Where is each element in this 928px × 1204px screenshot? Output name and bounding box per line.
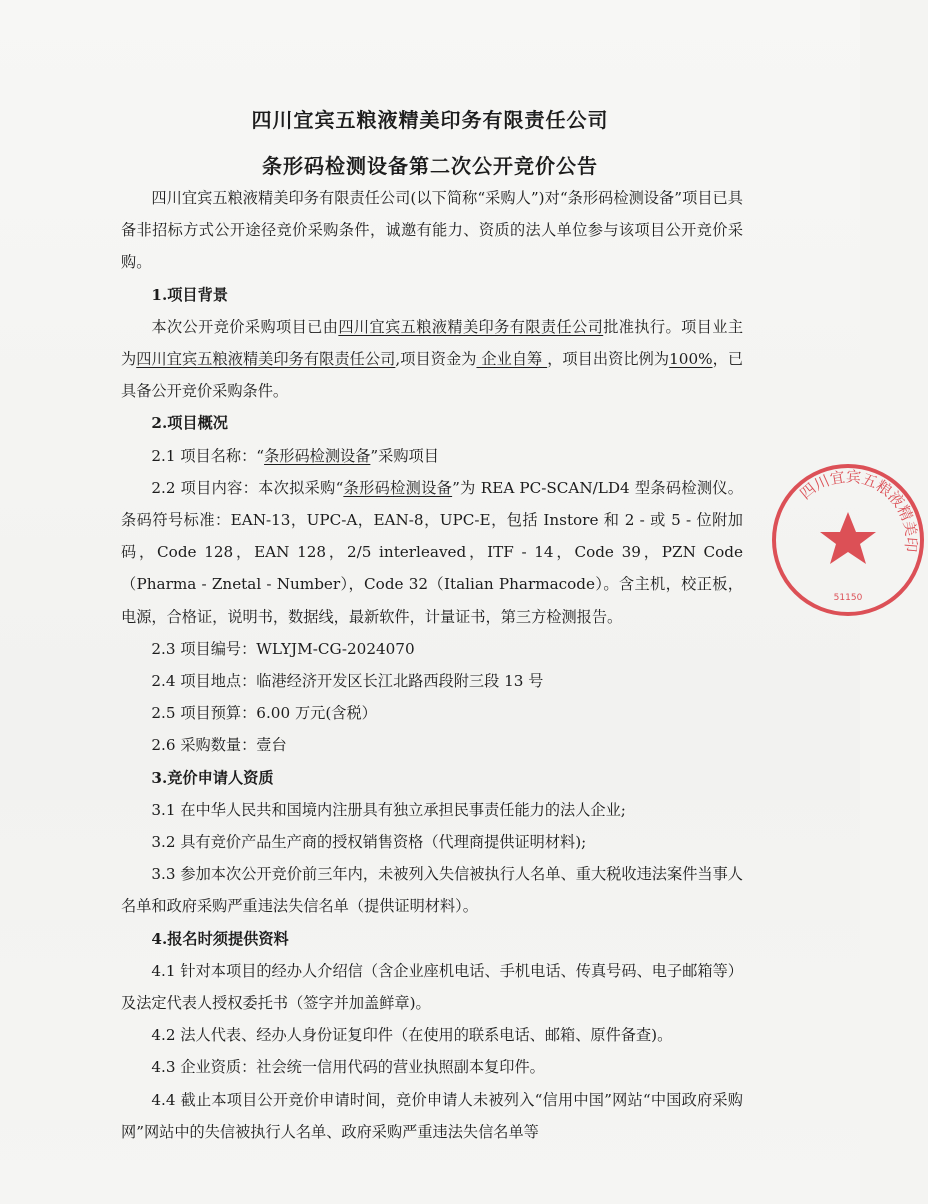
- background-text-e: ，已具备公开竞价采购条件。: [121, 350, 744, 401]
- approver-name: 四川宜宾五粮液精美印务有限责任公司: [338, 317, 604, 336]
- section-heading-qualification: 3.竞价申请人资质: [151, 768, 274, 787]
- project-number-line: 2.3 项目编号：WLYJM-CG-2024070: [151, 639, 415, 658]
- materials-item-2: 4.2 法人代表、经办人身份证复印件（在使用的联系电话、邮箱、原件备查)。: [151, 1026, 673, 1045]
- project-location-line: 2.4 项目地点：临港经济开发区长江北路西段附三段 13 号: [151, 672, 544, 691]
- document-title-announcement: 条形码检测设备第二次公开竞价公告: [262, 154, 598, 178]
- background-text-b: 批准执行。项目业主为: [121, 317, 744, 369]
- background-text-a: 本次公开竞价采购项目已由: [151, 317, 339, 336]
- project-content-prefix: 2.2 项目内容：本次拟采购“: [151, 478, 344, 497]
- qualification-item-1: 3.1 在中华人民共和国境内注册具有独立承担民事责任能力的法人企业;: [151, 800, 626, 819]
- materials-item-1: 4.1 针对本项目的经办人介绍信（含企业座机电话、手机电话、传真号码、电子邮箱等）及法定代表人授权委托书（签字并加盖鲜章)。: [121, 961, 743, 1013]
- project-name: 条形码检测设备: [264, 446, 371, 465]
- funding-ratio: 100%: [669, 350, 713, 369]
- owner-name: 四川宜宾五粮液精美印务有限责任公司: [136, 350, 396, 369]
- document-title-company: 四川宜宾五粮液精美印务有限责任公司: [251, 108, 609, 132]
- project-quantity-line: 2.6 采购数量：壹台: [151, 736, 287, 755]
- section-heading-overview: 2.项目概况: [151, 414, 228, 433]
- qualification-item-3: 3.3 参加本次公开竞价前三年内，未被列入失信被执行人名单、重大税收违法案件当事人名单和政府采购严重违法失信名单（提供证明材料）。: [121, 865, 743, 916]
- project-name-prefix: 2.1 项目名称：“: [151, 446, 265, 465]
- seal-code: 51150: [833, 593, 863, 603]
- project-content-detail: ”为 REA PC-SCAN/LD4 型条码检测仪。条码符号标准：EAN-13，UPC-A，EAN-8，UPC-E，包括 Instore 和 2 - 或 5 - 位附加码，Code 128，EAN 128，2/5 interleaved，ITF - 14，Code 39，PZN Code（Pharma - Znetal - Number），Code 32（Italian Pharmacode）。含主机，校正板，电源，合格证，说明书，数据线，最新软件，计量证书，第三方检测报告。: [121, 478, 743, 626]
- background-text-d: ，项目出资比例为: [547, 350, 670, 369]
- project-budget-line: 2.5 项目预算：6.00 万元(含税）: [151, 704, 377, 723]
- intro-paragraph: 四川宜宾五粮液精美印务有限责任公司(以下简称“采购人”)对“条形码检测设备”项目已具备非招标方式公开途径竞价采购条件，诚邀有能力、资质的法人单位参与该项目公开竞价采购。: [121, 189, 743, 272]
- materials-item-3: 4.3 企业资质：社会统一信用代码的营业执照副本复印件。: [151, 1058, 545, 1077]
- section-heading-background: 1.项目背景: [151, 285, 228, 304]
- qualification-item-2: 3.2 具有竞价产品生产商的授权销售资格（代理商提供证明材料);: [151, 833, 587, 852]
- background-paragraph: [121, 311, 743, 408]
- project-name-line: [121, 440, 743, 472]
- seal-star-icon: [820, 512, 876, 564]
- materials-item-4: 4.4 截止本项目公开竞价申请时间，竞价申请人未被列入“信用中国”网站“中国政府采购网”网站中的失信被执行人名单、政府采购严重违法失信名单等: [121, 1090, 743, 1141]
- project-content-paragraph: [121, 472, 743, 633]
- section-heading-materials: 4.报名时须提供资料: [151, 929, 289, 948]
- seal-text: 四川宜宾五粮液精美印: [796, 467, 921, 553]
- project-content-item: 条形码检测设备: [343, 478, 453, 497]
- background-text-c: ,项目资金为: [395, 350, 477, 369]
- project-name-suffix: ”采购项目: [370, 446, 439, 465]
- document-body: [121, 182, 743, 1148]
- company-seal: [768, 460, 928, 620]
- funding-source: 企业自筹: [476, 350, 548, 369]
